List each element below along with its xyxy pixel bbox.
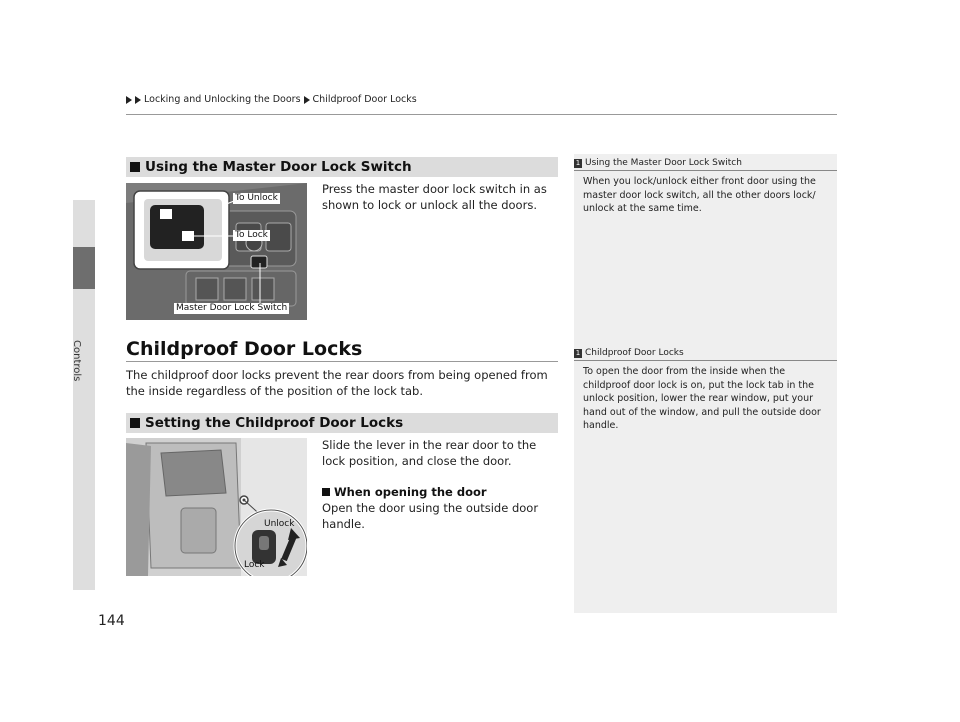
childproof-instructions: Slide the lever in the rear door to the lock position, and close the door.	[322, 438, 537, 468]
unlock-callout: Unlock	[264, 519, 295, 529]
breadcrumb-arrow-icon	[126, 96, 132, 104]
note-text-childproof: To open the door from the inside when the childproof door lock is on, put the lock tab in the unlock position, lower the rear window, put your hand out of the window, and pull the outside door handle.	[583, 366, 821, 431]
note-header-childproof: 1 Childproof Door Locks	[575, 348, 684, 358]
square-bullet-icon	[130, 162, 140, 172]
lock-callout: Lock	[244, 560, 265, 570]
square-bullet-icon	[130, 418, 140, 428]
side-tab-marker	[73, 247, 95, 289]
master-lock-instructions: Press the master door lock switch in as shown to lock or unlock all the doors.	[322, 182, 547, 212]
rear-door-illustration	[126, 438, 307, 576]
note-reference-icon: 1	[575, 348, 581, 357]
page-heading: Childproof Door Locks	[126, 338, 363, 360]
note-text-master-lock: When you lock/unlock either front door using the master door lock switch, all the other doors lock/ unlock at the same time.	[583, 176, 816, 214]
section-title: Setting the Childproof Door Locks	[145, 415, 404, 431]
breadcrumb-arrow-icon	[304, 96, 310, 104]
section-title: Using the Master Door Lock Switch	[145, 159, 412, 175]
opening-door-text: Open the door using the outside door handle.	[322, 501, 539, 531]
breadcrumb-item[interactable]: Locking and Unlocking the Doors	[144, 94, 301, 105]
breadcrumb-arrow-icon	[135, 96, 141, 104]
to-unlock-callout: To Unlock	[235, 193, 278, 203]
childproof-intro: The childproof door locks prevent the rear doors from being opened from the inside regardless of the position of the lock tab.	[126, 368, 548, 398]
section-label: Controls	[71, 340, 82, 382]
section-header-childproof	[126, 413, 558, 433]
note-rule	[574, 170, 837, 171]
heading-rule	[126, 361, 558, 362]
note-header-master-lock: 1 Using the Master Door Lock Switch	[575, 158, 742, 168]
door-panel-illustration	[126, 183, 307, 320]
note-reference-icon: 1	[575, 158, 581, 167]
master-lock-switch-figure	[126, 183, 307, 320]
page-number: 144	[98, 613, 125, 629]
master-switch-callout: Master Door Lock Switch	[176, 303, 288, 313]
square-bullet-icon	[322, 488, 330, 496]
breadcrumb-item[interactable]: Childproof Door Locks	[312, 94, 417, 105]
childproof-lock-figure	[126, 438, 307, 576]
breadcrumb	[126, 94, 417, 105]
opening-door-subhead: When opening the door	[322, 485, 487, 499]
note-rule	[574, 360, 837, 361]
section-header-master-lock	[126, 157, 558, 177]
header-rule	[126, 114, 837, 115]
to-lock-callout: To Lock	[235, 230, 268, 240]
